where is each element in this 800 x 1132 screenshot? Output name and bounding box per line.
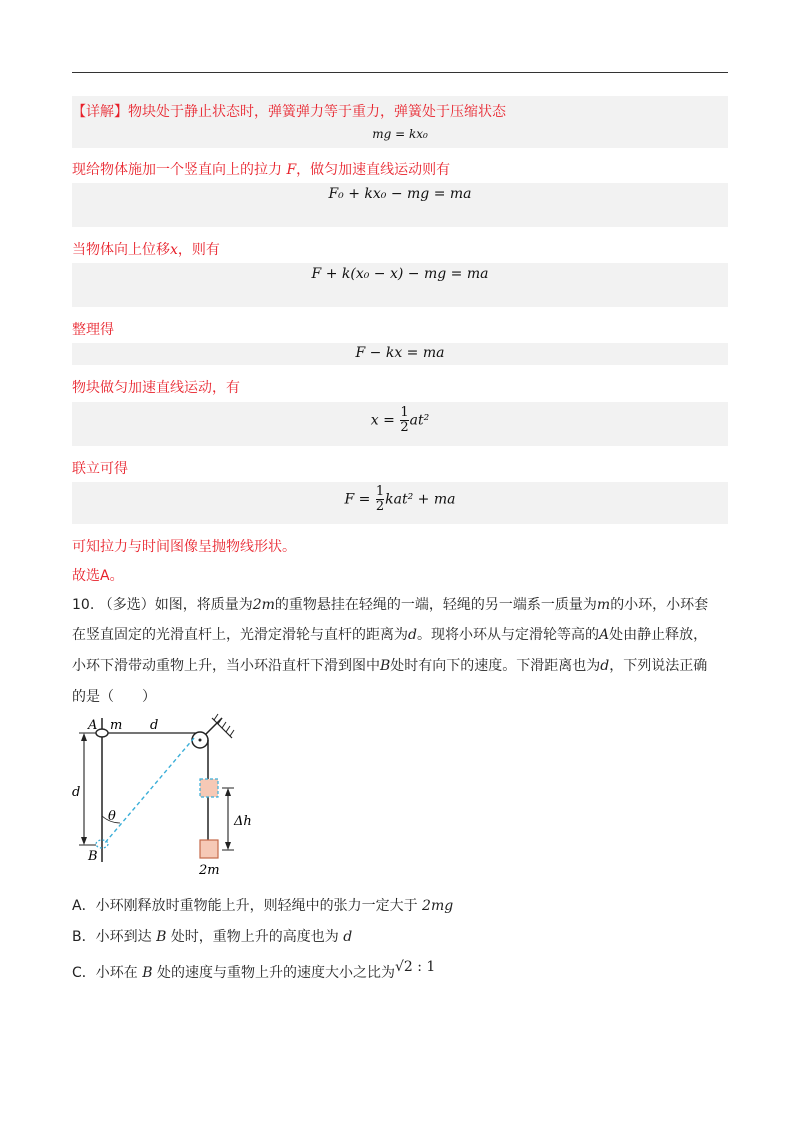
question-number: 10. bbox=[72, 597, 95, 613]
equation-1: mg = kx₀ bbox=[372, 127, 428, 141]
question-tag: （多选） bbox=[98, 597, 155, 613]
label-2m: 2m bbox=[199, 863, 220, 878]
option-a[interactable]: A．小环刚释放时重物能上升，则轻绳中的张力一定大于 2mg bbox=[72, 898, 454, 914]
label-delta-h: Δh bbox=[234, 814, 252, 829]
fraction-half: $\frac{1}{2}$ bbox=[400, 405, 409, 435]
solution-conclusion: 可知拉力与时间图像呈抛物线形状。 bbox=[72, 539, 296, 555]
pulley-diagram bbox=[66, 712, 266, 880]
equation-6: F = $\frac{1}{2}$ kat² + ma bbox=[344, 484, 456, 514]
question-line-3: 小环下滑带动重物上升，当小环沿直杆下滑到图中B处时有向下的速度。下滑距离也为d，下列说法正确 bbox=[72, 658, 708, 674]
question-line-2: 在竖直固定的光滑直杆上，光滑定滑轮与直杆的距离为d。现将小环从与定滑轮等高的A处由静止释放， bbox=[72, 627, 708, 643]
label-d-left: d bbox=[72, 785, 81, 800]
label-b: B bbox=[88, 849, 98, 864]
label-m: m bbox=[110, 718, 123, 733]
question-line-1: 10. （多选）如图，将质量为2m的重物悬挂在轻绳的一端，轻绳的另一端系一质量为m的小环，小环套 bbox=[72, 597, 709, 613]
solution-head-tag: 【详解】 bbox=[72, 104, 128, 120]
solution-step-4: 整理得 bbox=[72, 322, 114, 338]
solution-intro: 【详解】物块处于静止状态时，弹簧弹力等于重力，弹簧处于压缩状态 bbox=[72, 104, 506, 120]
label-theta: θ bbox=[108, 809, 116, 824]
block-2m bbox=[200, 840, 218, 858]
solution-step-3: 当物体向上位移x，则有 bbox=[72, 242, 220, 258]
question-line-4: 的是（ ） bbox=[72, 689, 156, 705]
solution-step-2: 现给物体施加一个竖直向上的拉力 F，做匀加速直线运动则有 bbox=[72, 162, 451, 178]
block-raised bbox=[200, 779, 218, 797]
equation-3: F + k(x₀ − x) − mg = ma bbox=[311, 266, 489, 282]
fraction-half: $\frac{1}{2}$ bbox=[375, 484, 385, 514]
header-rule bbox=[72, 72, 728, 73]
solution-step-6: 联立可得 bbox=[72, 461, 128, 477]
rope-dashed bbox=[104, 738, 194, 844]
option-b[interactable]: B．小环到达 B 处时，重物上升的高度也为 d bbox=[72, 929, 353, 945]
equation-5: x = $\frac{1}{2}$ at² bbox=[370, 405, 430, 435]
equation-4: F − kx = ma bbox=[355, 345, 445, 361]
solution-step-5: 物块做匀加速直线运动，有 bbox=[72, 380, 240, 396]
label-d-top: d bbox=[150, 718, 159, 733]
ring-a bbox=[96, 729, 108, 737]
equation-2: F₀ + kx₀ − mg = ma bbox=[328, 186, 472, 202]
solution-answer: 故选A。 bbox=[72, 568, 124, 584]
ratio-value: √2 : 1 bbox=[394, 959, 436, 975]
label-a: A bbox=[88, 718, 98, 733]
option-c[interactable]: C．小环在 B 处的速度与重物上升的速度大小之比为√2 : 1 bbox=[72, 959, 436, 981]
